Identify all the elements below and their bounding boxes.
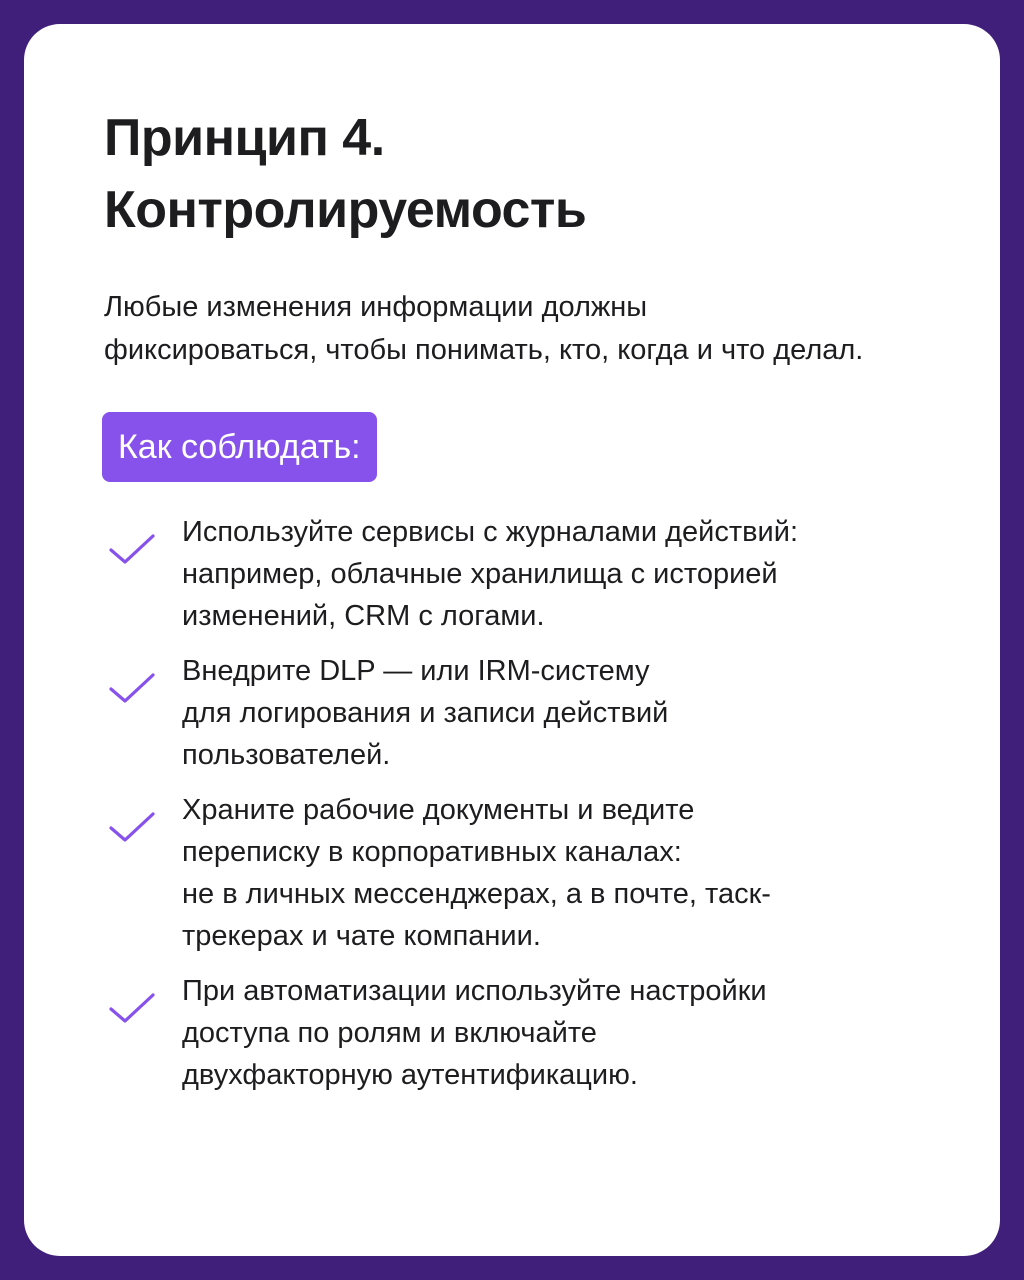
list-item-line: доступа по ролям и включайте <box>182 1017 597 1049</box>
lead-line-1: Любые изменения информации должны <box>104 291 648 323</box>
list-item <box>104 789 964 957</box>
list-item-line: для логирования и записи действий <box>182 697 669 729</box>
list-item-line: например, облачные хранилища с историей <box>182 558 778 590</box>
list-item <box>104 511 964 637</box>
title-line-2: Контролируемость <box>104 181 587 239</box>
recommendations-list <box>104 511 964 1109</box>
list-item-line: не в личных мессенджерах, а в почте, таск- <box>182 878 771 910</box>
checkmark-icon <box>108 672 156 706</box>
list-item-line: Внедрите DLP — или IRM-систему <box>182 655 650 687</box>
checkmark-icon <box>108 533 156 567</box>
page-title <box>104 102 586 246</box>
lead-line-2: фиксироваться, чтобы понимать, кто, когда и что делал. <box>104 334 864 366</box>
list-item-line: пользователей. <box>182 739 391 771</box>
list-item-line: двухфакторную аутентификацию. <box>182 1059 638 1091</box>
list-item-line: переписку в корпоративных каналах: <box>182 836 682 868</box>
list-item-line: Используйте сервисы с журналами действий: <box>182 516 799 548</box>
checkmark-icon <box>108 811 156 845</box>
list-item-line: При автоматизации используйте настройки <box>182 975 767 1007</box>
list-item-line: трекерах и чате компании. <box>182 920 541 952</box>
lead-text <box>104 286 964 372</box>
how-to-comply-badge: Как соблюдать: <box>102 412 377 482</box>
list-item-line: изменений, CRM с логами. <box>182 600 545 632</box>
list-item-line: Храните рабочие документы и ведите <box>182 794 695 826</box>
title-line-1: Принцип 4. <box>104 109 385 167</box>
list-item <box>104 650 964 776</box>
content-card <box>24 24 1000 1256</box>
checkmark-icon <box>108 992 156 1026</box>
list-item <box>104 970 964 1096</box>
